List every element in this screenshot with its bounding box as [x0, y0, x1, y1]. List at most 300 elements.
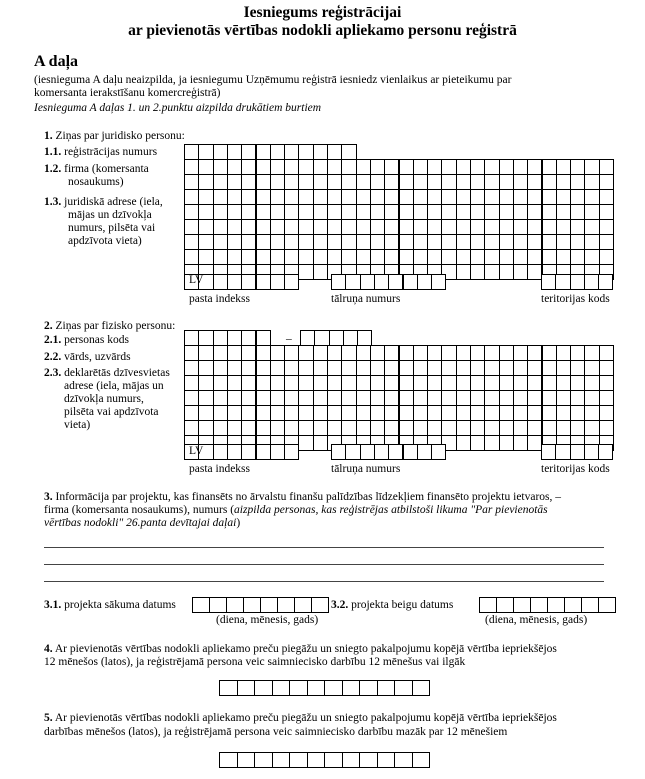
char-box[interactable] [331, 274, 346, 290]
char-box[interactable] [298, 264, 313, 280]
char-box[interactable] [270, 444, 285, 460]
date-box[interactable] [260, 597, 278, 613]
char-box[interactable] [298, 159, 313, 175]
char-box[interactable] [542, 390, 557, 406]
char-box[interactable] [213, 405, 228, 421]
char-box[interactable] [256, 204, 271, 220]
char-box[interactable] [356, 159, 371, 175]
char-box[interactable] [441, 204, 456, 220]
char-box[interactable] [213, 330, 228, 346]
char-box[interactable] [356, 390, 371, 406]
char-box[interactable] [542, 345, 557, 361]
char-box[interactable] [184, 420, 199, 436]
char-box[interactable] [399, 390, 414, 406]
char-box[interactable] [370, 174, 385, 190]
char-box[interactable] [327, 249, 342, 265]
char-box[interactable] [184, 249, 199, 265]
char-box[interactable] [513, 249, 528, 265]
char-box[interactable] [284, 444, 299, 460]
char-box[interactable] [417, 444, 432, 460]
char-box[interactable] [499, 375, 514, 391]
char-box[interactable] [570, 159, 585, 175]
value-box[interactable] [342, 680, 361, 696]
char-box[interactable] [313, 189, 328, 205]
char-box[interactable] [499, 234, 514, 250]
char-box[interactable] [384, 189, 399, 205]
char-box[interactable] [527, 219, 542, 235]
char-box[interactable] [198, 219, 213, 235]
char-box[interactable] [284, 360, 299, 376]
char-box[interactable] [542, 360, 557, 376]
char-box[interactable] [198, 204, 213, 220]
char-box[interactable] [227, 360, 242, 376]
char-box[interactable] [213, 159, 228, 175]
char-box[interactable] [213, 420, 228, 436]
char-box[interactable] [327, 159, 342, 175]
char-box[interactable] [256, 234, 271, 250]
char-box[interactable] [456, 345, 471, 361]
char-box[interactable] [184, 159, 199, 175]
char-box[interactable] [241, 204, 256, 220]
char-box[interactable] [584, 360, 599, 376]
char-box[interactable] [399, 174, 414, 190]
char-box[interactable] [327, 144, 342, 160]
char-box[interactable] [431, 274, 446, 290]
char-box[interactable] [284, 405, 299, 421]
value-box[interactable] [324, 680, 343, 696]
char-box[interactable] [527, 234, 542, 250]
char-box[interactable] [499, 435, 514, 451]
char-box[interactable] [227, 345, 242, 361]
char-box[interactable] [198, 420, 213, 436]
char-box[interactable] [527, 249, 542, 265]
char-box[interactable] [256, 189, 271, 205]
char-box[interactable] [413, 234, 428, 250]
char-box[interactable] [470, 405, 485, 421]
value-box[interactable] [289, 680, 308, 696]
char-box[interactable] [584, 189, 599, 205]
char-box[interactable] [256, 360, 271, 376]
char-box[interactable] [484, 405, 499, 421]
char-box[interactable] [556, 360, 571, 376]
char-box[interactable] [384, 174, 399, 190]
char-box[interactable] [599, 360, 614, 376]
char-box[interactable] [213, 174, 228, 190]
char-box[interactable] [384, 390, 399, 406]
char-box[interactable] [298, 219, 313, 235]
char-box[interactable] [300, 330, 315, 346]
char-box[interactable] [431, 444, 446, 460]
char-box[interactable] [456, 189, 471, 205]
char-box[interactable] [570, 360, 585, 376]
char-box[interactable] [313, 375, 328, 391]
char-box[interactable] [284, 159, 299, 175]
char-box[interactable] [484, 435, 499, 451]
char-box[interactable] [570, 274, 585, 290]
char-box[interactable] [313, 390, 328, 406]
char-box[interactable] [270, 159, 285, 175]
char-box[interactable] [241, 405, 256, 421]
char-box[interactable] [556, 420, 571, 436]
char-box[interactable] [341, 174, 356, 190]
char-box[interactable] [427, 390, 442, 406]
char-box[interactable] [256, 174, 271, 190]
char-box[interactable] [388, 444, 403, 460]
char-box[interactable] [213, 360, 228, 376]
char-box[interactable] [441, 405, 456, 421]
char-box[interactable] [270, 234, 285, 250]
char-box[interactable] [484, 420, 499, 436]
char-box[interactable] [542, 189, 557, 205]
char-box[interactable] [331, 444, 346, 460]
char-box[interactable] [327, 189, 342, 205]
char-box[interactable] [470, 159, 485, 175]
char-box[interactable] [599, 234, 614, 250]
char-box[interactable] [327, 204, 342, 220]
char-box[interactable] [213, 189, 228, 205]
char-box[interactable] [470, 174, 485, 190]
value-box[interactable] [412, 752, 431, 768]
char-box[interactable] [417, 274, 432, 290]
char-box[interactable] [227, 274, 242, 290]
char-box[interactable] [298, 420, 313, 436]
char-box[interactable] [284, 144, 299, 160]
char-box[interactable] [441, 390, 456, 406]
char-box[interactable] [356, 189, 371, 205]
char-box[interactable] [341, 189, 356, 205]
char-box[interactable] [399, 189, 414, 205]
char-box[interactable] [470, 375, 485, 391]
char-box[interactable] [313, 345, 328, 361]
char-box[interactable] [313, 435, 328, 451]
char-box[interactable] [456, 375, 471, 391]
char-box[interactable] [399, 234, 414, 250]
value-box[interactable] [237, 752, 256, 768]
char-box[interactable] [370, 234, 385, 250]
char-box[interactable] [198, 330, 213, 346]
char-box[interactable] [374, 444, 389, 460]
value-box[interactable] [342, 752, 361, 768]
char-box[interactable] [284, 375, 299, 391]
char-box[interactable] [241, 345, 256, 361]
char-box[interactable] [356, 345, 371, 361]
char-box[interactable] [427, 174, 442, 190]
char-box[interactable] [327, 390, 342, 406]
char-box[interactable] [241, 234, 256, 250]
char-box[interactable] [256, 249, 271, 265]
char-box[interactable] [427, 159, 442, 175]
char-box[interactable] [284, 420, 299, 436]
char-box[interactable] [298, 360, 313, 376]
value-box[interactable] [377, 680, 396, 696]
char-box[interactable] [456, 219, 471, 235]
char-box[interactable] [513, 390, 528, 406]
char-box[interactable] [598, 444, 613, 460]
char-box[interactable] [370, 360, 385, 376]
char-box[interactable] [341, 360, 356, 376]
char-box[interactable] [384, 405, 399, 421]
char-box[interactable] [499, 264, 514, 280]
value-box[interactable] [359, 680, 378, 696]
char-box[interactable] [241, 330, 256, 346]
char-box[interactable] [184, 189, 199, 205]
char-box[interactable] [198, 360, 213, 376]
date-box[interactable] [243, 597, 261, 613]
char-box[interactable] [456, 204, 471, 220]
char-box[interactable] [256, 330, 271, 346]
char-box[interactable] [370, 390, 385, 406]
char-box[interactable] [470, 234, 485, 250]
char-box[interactable] [456, 435, 471, 451]
char-box[interactable] [270, 390, 285, 406]
char-box[interactable] [584, 375, 599, 391]
date-box[interactable] [294, 597, 312, 613]
char-box[interactable] [227, 390, 242, 406]
char-box[interactable] [599, 219, 614, 235]
char-box[interactable] [499, 159, 514, 175]
char-box[interactable] [513, 345, 528, 361]
char-box[interactable] [357, 330, 372, 346]
char-box[interactable] [556, 204, 571, 220]
char-box[interactable] [384, 234, 399, 250]
char-box[interactable] [427, 345, 442, 361]
char-box[interactable] [184, 360, 199, 376]
char-box[interactable] [227, 234, 242, 250]
char-box[interactable] [499, 189, 514, 205]
char-box[interactable] [198, 159, 213, 175]
char-box[interactable] [356, 360, 371, 376]
char-box[interactable] [484, 159, 499, 175]
char-box[interactable] [499, 174, 514, 190]
char-box[interactable] [599, 159, 614, 175]
value-box[interactable] [289, 752, 308, 768]
char-box[interactable] [427, 189, 442, 205]
char-box[interactable] [413, 204, 428, 220]
char-box[interactable] [542, 249, 557, 265]
char-box[interactable] [198, 144, 213, 160]
char-box[interactable] [284, 390, 299, 406]
char-box[interactable] [270, 360, 285, 376]
char-box[interactable] [184, 405, 199, 421]
char-box[interactable] [184, 375, 199, 391]
char-box[interactable] [241, 189, 256, 205]
char-box[interactable] [441, 234, 456, 250]
char-box[interactable] [470, 204, 485, 220]
char-box[interactable] [470, 420, 485, 436]
char-box[interactable] [470, 390, 485, 406]
char-box[interactable] [542, 420, 557, 436]
char-box[interactable] [270, 174, 285, 190]
char-box[interactable] [542, 375, 557, 391]
value-box[interactable] [237, 680, 256, 696]
char-box[interactable] [184, 345, 199, 361]
char-box[interactable] [556, 174, 571, 190]
char-box[interactable] [470, 219, 485, 235]
char-box[interactable] [456, 390, 471, 406]
char-box[interactable] [270, 345, 285, 361]
char-box[interactable] [456, 420, 471, 436]
date-box[interactable] [192, 597, 210, 613]
char-box[interactable] [270, 219, 285, 235]
char-box[interactable] [427, 360, 442, 376]
value-box[interactable] [394, 680, 413, 696]
char-box[interactable] [313, 159, 328, 175]
char-box[interactable] [213, 249, 228, 265]
date-box[interactable] [564, 597, 582, 613]
char-box[interactable] [213, 219, 228, 235]
char-box[interactable] [542, 204, 557, 220]
char-box[interactable] [184, 204, 199, 220]
char-box[interactable] [470, 360, 485, 376]
char-box[interactable] [343, 330, 358, 346]
char-box[interactable] [599, 420, 614, 436]
char-box[interactable] [441, 375, 456, 391]
char-box[interactable] [213, 144, 228, 160]
char-box[interactable] [256, 375, 271, 391]
char-box[interactable] [513, 360, 528, 376]
char-box[interactable] [513, 405, 528, 421]
char-box[interactable] [356, 420, 371, 436]
char-box[interactable] [413, 405, 428, 421]
char-box[interactable] [227, 219, 242, 235]
char-box[interactable] [527, 204, 542, 220]
char-box[interactable] [399, 360, 414, 376]
char-box[interactable] [327, 360, 342, 376]
char-box[interactable] [184, 390, 199, 406]
char-box[interactable] [570, 405, 585, 421]
char-box[interactable] [270, 420, 285, 436]
char-box[interactable] [441, 174, 456, 190]
char-box[interactable] [298, 204, 313, 220]
char-box[interactable] [513, 204, 528, 220]
value-box[interactable] [272, 752, 291, 768]
char-box[interactable] [599, 204, 614, 220]
char-box[interactable] [499, 249, 514, 265]
char-box[interactable] [470, 189, 485, 205]
char-box[interactable] [198, 234, 213, 250]
char-box[interactable] [427, 249, 442, 265]
char-box[interactable] [284, 274, 299, 290]
char-box[interactable] [413, 174, 428, 190]
char-box[interactable] [313, 219, 328, 235]
char-box[interactable] [599, 375, 614, 391]
char-box[interactable] [584, 249, 599, 265]
char-box[interactable] [384, 345, 399, 361]
char-box[interactable] [527, 345, 542, 361]
char-box[interactable] [384, 249, 399, 265]
char-box[interactable] [256, 219, 271, 235]
value-box[interactable] [254, 752, 273, 768]
char-box[interactable] [527, 420, 542, 436]
char-box[interactable] [513, 264, 528, 280]
char-box[interactable] [556, 219, 571, 235]
char-box[interactable] [470, 435, 485, 451]
char-box[interactable] [399, 405, 414, 421]
char-box[interactable] [456, 234, 471, 250]
char-box[interactable] [341, 249, 356, 265]
date-box[interactable] [209, 597, 227, 613]
char-box[interactable] [599, 249, 614, 265]
char-box[interactable] [427, 375, 442, 391]
char-box[interactable] [599, 405, 614, 421]
char-box[interactable] [313, 249, 328, 265]
char-box[interactable] [374, 274, 389, 290]
char-box[interactable] [413, 189, 428, 205]
char-box[interactable] [413, 420, 428, 436]
char-box[interactable] [513, 219, 528, 235]
char-box[interactable] [484, 390, 499, 406]
char-box[interactable] [456, 249, 471, 265]
char-box[interactable] [499, 345, 514, 361]
char-box[interactable] [599, 390, 614, 406]
char-box[interactable] [456, 360, 471, 376]
date-box[interactable] [530, 597, 548, 613]
date-box[interactable] [547, 597, 565, 613]
char-box[interactable] [360, 444, 375, 460]
char-box[interactable] [427, 234, 442, 250]
char-box[interactable] [327, 405, 342, 421]
char-box[interactable] [413, 219, 428, 235]
char-box[interactable] [241, 360, 256, 376]
char-box[interactable] [241, 159, 256, 175]
char-box[interactable] [370, 219, 385, 235]
char-box[interactable] [356, 174, 371, 190]
char-box[interactable] [484, 204, 499, 220]
char-box[interactable] [456, 159, 471, 175]
char-box[interactable] [484, 219, 499, 235]
char-box[interactable] [584, 420, 599, 436]
char-box[interactable] [413, 360, 428, 376]
char-box[interactable] [184, 234, 199, 250]
char-box[interactable] [399, 375, 414, 391]
char-box[interactable] [555, 444, 570, 460]
char-box[interactable] [227, 159, 242, 175]
char-box[interactable] [513, 375, 528, 391]
char-box[interactable] [327, 345, 342, 361]
char-box[interactable] [284, 219, 299, 235]
char-box[interactable] [384, 159, 399, 175]
value-box[interactable] [272, 680, 291, 696]
char-box[interactable] [241, 444, 256, 460]
char-box[interactable] [213, 345, 228, 361]
char-box[interactable] [227, 174, 242, 190]
char-box[interactable] [484, 264, 499, 280]
char-box[interactable] [256, 405, 271, 421]
char-box[interactable] [341, 159, 356, 175]
char-box[interactable] [298, 405, 313, 421]
char-box[interactable] [360, 274, 375, 290]
char-box[interactable] [556, 375, 571, 391]
char-box[interactable] [284, 189, 299, 205]
project-line-3[interactable] [44, 581, 604, 582]
char-box[interactable] [541, 444, 556, 460]
char-box[interactable] [284, 249, 299, 265]
char-box[interactable] [513, 159, 528, 175]
char-box[interactable] [313, 264, 328, 280]
char-box[interactable] [313, 360, 328, 376]
value-box[interactable] [412, 680, 431, 696]
char-box[interactable] [241, 274, 256, 290]
char-box[interactable] [441, 219, 456, 235]
char-box[interactable] [584, 159, 599, 175]
value-box[interactable] [324, 752, 343, 768]
char-box[interactable] [313, 204, 328, 220]
char-box[interactable] [541, 274, 556, 290]
date-box[interactable] [226, 597, 244, 613]
date-box[interactable] [277, 597, 295, 613]
char-box[interactable] [399, 420, 414, 436]
char-box[interactable] [298, 174, 313, 190]
